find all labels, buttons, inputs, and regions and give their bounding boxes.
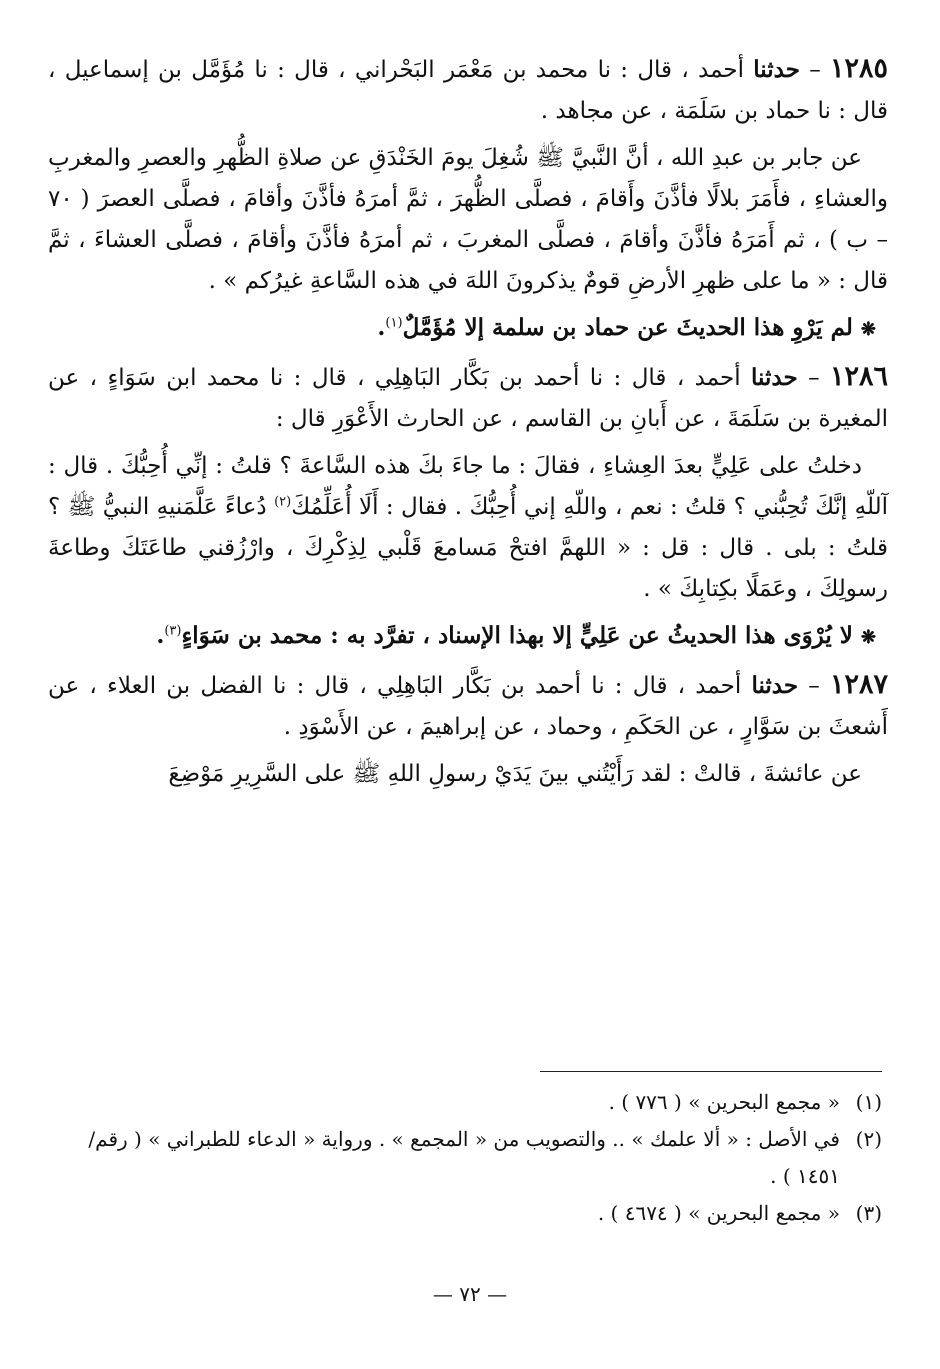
footnote-number: (١): [855, 1090, 882, 1114]
number-dash: –: [799, 57, 830, 83]
footnote-item: [60, 1195, 882, 1232]
hadith-1285-matn: عن جابر بن عبدِ الله ، أنَّ النَّبيَّ ﷺ شُغِلَ يومَ الخَنْدَقِ عن صلاةِ الظُّهرِ والعصرِ والمغربِ والعشاءِ ، فأَمَرَ بلالًا فأذَّنَ وأَقامَ ، فصلَّى الظُّهرَ ، ثمَّ أمرَهُ فأذَّنَ وأقامَ ، فصلَّى العصرَ ( ٧٠ – ب ) ، ثم أَمَرَهُ فأذَّنَ وأقامَ ، فصلَّى المغربَ ، ثم أمرَهُ فأذَّنَ وأقامَ ، فصلَّى العشاءَ ، ثمَّ قال : « ما على ظهرِ الأرضِ قومٌ يذكرونَ اللهَ في هذه السَّاعةِ غيرُكم » .: [48, 145, 888, 294]
footnote-divider: [540, 1071, 882, 1072]
footnote-item: [60, 1084, 882, 1121]
note-end: .: [377, 314, 386, 341]
footnotes: [60, 1084, 882, 1232]
note-text: لا يُرْوَى هذا الحديثُ عن عَلِيٍّ إلا بهذا الإسناد ، تفرَّد به :: [322, 622, 853, 649]
page-number: — ٧٢ —: [432, 1282, 508, 1306]
footnote-ref: (١): [385, 315, 403, 331]
narrator-name: محمد بن سَوَاءٍ: [181, 622, 323, 649]
matn-text-2: دُعاءً عَلَّمَنيهِ النبيُّ ﷺ ؟ قلتُ : بلى . قال : قل : « اللهمَّ افتحْ مَسامعَ قَلْبي لِذِكْرِكَ ، وارْزُقني طاعَتَكَ وطاعةَ رسولِكَ ، وعَمَلًا بكِتابِكَ » .: [48, 494, 888, 602]
hadith-number: ١٢٨٧: [830, 669, 889, 700]
footnote-text: « مجمع البحرين » ( ٧٧٦ ) .: [608, 1090, 840, 1114]
hadith-number: ١٢٨٥: [829, 53, 888, 84]
hadith-1285-isnad: [48, 48, 888, 132]
note-text: لم يَرْوِ هذا الحديثَ عن حماد بن سلمة إلا مُؤَمَّلٌ: [402, 314, 853, 341]
hadith-1286-note: [48, 616, 888, 658]
note-end: .: [156, 622, 165, 649]
matn-text-1: دخلتُ على عَلِيٍّ بعدَ العِشاءِ ، فقالَ : ما جاءَ بكَ هذه السَّاعةَ ؟ قلتُ : إنِّي أُحِبُّكَ . قال : آللّهِ إنَّكَ تُحِبُّني ؟ قلتُ : نعم ، واللّهِ إني أُحِبُّكَ . فقال : أَلَا أُعَلِّمُكَ: [48, 453, 888, 520]
footnote-text: « مجمع البحرين » ( ٤٦٧٤ ) .: [597, 1201, 840, 1225]
star-icon: ❋: [860, 319, 876, 340]
page-body: [48, 48, 888, 801]
hadith-1286-matn: [48, 446, 888, 610]
isnad-text: أحمد ، قال : نا أحمد بن بَكَّار البَاهِلِي ، قال : نا الفضل بن العلاء ، عن أَشعثَ بن سَوَّارٍ ، عن الحَكَمِ ، وحماد ، عن إبراهيمَ ، عن الأَسْوَدِ .: [48, 673, 888, 740]
hadith-1287-matn: عن عائشةَ ، قالتْ : لقد رَأَيْتُني بينَ يَدَيْ رسولِ اللهِ ﷺ على السَّرِيرِ مَوْضِعَ: [168, 761, 862, 787]
haddathana-word: حدثنا: [751, 672, 799, 699]
number-dash: –: [797, 365, 830, 391]
isnad-text: أحمد ، قال : نا محمد بن مَعْمَر البَحْراني ، قال : نا مُؤَمَّل بن إسماعيل ، قال : نا حماد بن سَلَمَة ، عن مجاهد .: [48, 57, 888, 124]
footnote-item: [60, 1121, 882, 1195]
footnote-number: (٢): [855, 1127, 882, 1151]
star-icon: ❋: [860, 627, 876, 648]
hadith-1287-isnad: [48, 664, 888, 748]
footnote-text: في الأصل : « ألا علمك » .. والتصويب من « المجمع » . ورواية « الدعاء للطبراني » ( رقم/١٤٥١ ) .: [88, 1127, 840, 1188]
hadith-number: ١٢٨٦: [829, 361, 888, 392]
hadith-1286-isnad: [48, 356, 888, 440]
footnote-ref: (٢): [274, 494, 292, 510]
hadith-1285-note: [48, 308, 888, 350]
footnote-ref: (٣): [164, 623, 182, 639]
number-dash: –: [798, 673, 830, 699]
haddathana-word: حدثنا: [751, 364, 798, 391]
footnote-number: (٣): [855, 1201, 882, 1225]
isnad-text: أحمد ، قال : نا أحمد بن بَكَّار البَاهِلِي ، قال : نا محمد ابن سَوَاءٍ ، عن المغيرة بن سَلَمَةَ ، عن أَبانِ بن القاسم ، عن الحارث الأَعْوَرِ قال :: [48, 365, 888, 432]
haddathana-word: حدثنا: [753, 56, 800, 83]
